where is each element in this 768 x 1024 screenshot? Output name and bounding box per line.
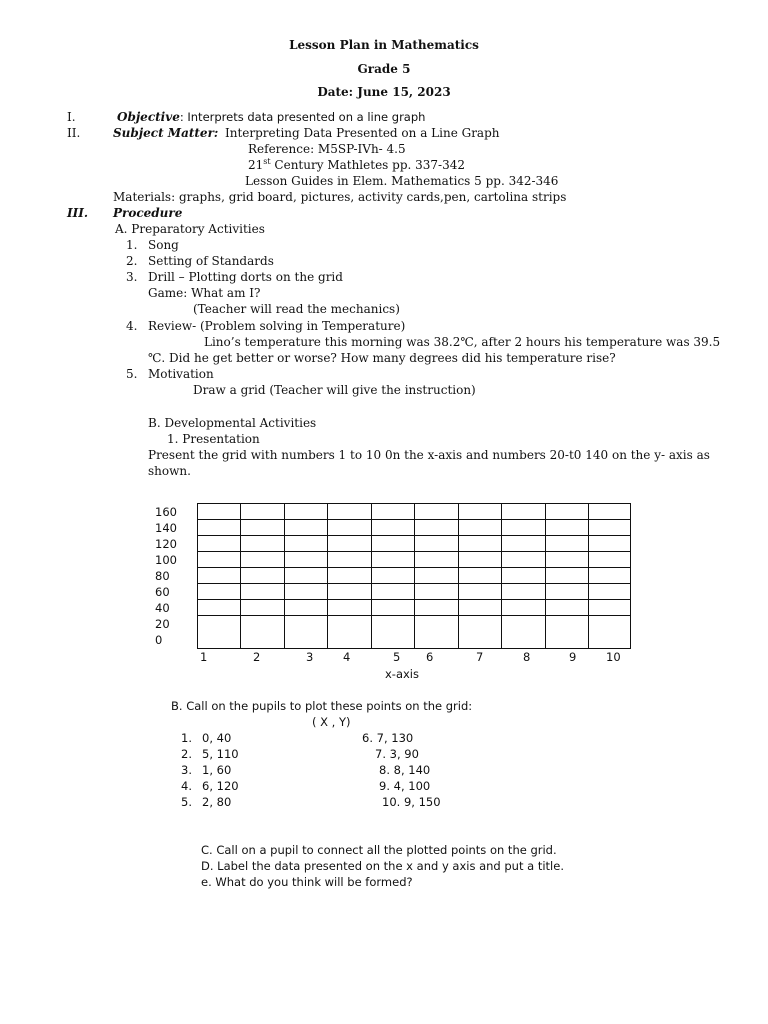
point-num: 1. [181, 731, 192, 745]
y-label: 120 [155, 537, 177, 551]
review-line-2: ℃. Did he get better or worse? How many degrees did his temperature rise? [148, 351, 616, 365]
objective-label: Objective [117, 110, 180, 124]
presentation-heading: 1. Presentation [167, 432, 260, 446]
objective-numeral: I. [67, 110, 76, 124]
x-label: 1 [200, 650, 208, 664]
present-line-1: Present the grid with numbers 1 to 10 0n the x-axis and numbers 20-t0 140 on the y- axis as [148, 448, 710, 462]
materials-line: Materials: graphs, grid board, pictures, activity cards,pen, cartolina strips [113, 190, 567, 204]
x-label: 8 [523, 650, 531, 664]
grid-line [240, 504, 241, 648]
procedure-label: Procedure [113, 206, 183, 220]
y-label: 20 [155, 617, 170, 631]
present-line-2: shown. [148, 464, 191, 478]
x-label: 6 [426, 650, 434, 664]
objective-text: : Interprets data presented on a line graph [179, 110, 426, 124]
item-1-text: Song [148, 238, 179, 252]
item-5-num: 5. [126, 367, 138, 381]
doc-title: Lesson Plan in Mathematics [289, 38, 479, 52]
point-value: 1, 60 [202, 763, 232, 777]
subject-text: Interpreting Data Presented on a Line Graph [225, 126, 500, 140]
closing-d: D. Label the data presented on the x and y axis and put a title. [201, 859, 564, 873]
point-value: 5, 110 [202, 747, 239, 761]
reference-line-3: Lesson Guides in Elem. Mathematics 5 pp. 342-346 [245, 174, 559, 188]
x-label: 3 [306, 650, 314, 664]
y-label: 80 [155, 569, 170, 583]
point-item: 9. 4, 100 [379, 779, 431, 793]
x-label: 2 [253, 650, 261, 664]
date-heading: Date: June 15, 2023 [317, 85, 451, 99]
motivation-text: Draw a grid (Teacher will give the instruction) [193, 383, 476, 397]
reference-rest: Century Mathletes pp. 337-342 [270, 158, 465, 172]
grid-line [284, 504, 285, 648]
prep-heading: A. Preparatory Activities [115, 222, 265, 236]
subject-label: Subject Matter: [113, 126, 219, 140]
point-value: 2, 80 [202, 795, 232, 809]
point-num: 4. [181, 779, 192, 793]
y-label: 0 [155, 633, 163, 647]
x-label: 7 [476, 650, 484, 664]
item-4-num: 4. [126, 319, 138, 333]
empty-grid [197, 503, 631, 649]
closing-c: C. Call on a pupil to connect all the plotted points on the grid. [201, 843, 557, 857]
plot-instruction: B. Call on the pupils to plot these points on the grid: [171, 699, 473, 713]
point-num: 3. [181, 763, 192, 777]
y-label: 160 [155, 505, 177, 519]
y-label: 60 [155, 585, 170, 599]
grid-line [327, 504, 328, 648]
reference-sup: st [263, 157, 271, 166]
x-label: 10 [606, 650, 621, 664]
game-line: Game: What am I? [148, 286, 261, 300]
grid-line [501, 504, 502, 648]
y-label: 140 [155, 521, 177, 535]
x-axis-title: x-axis [385, 667, 419, 681]
item-3-text: Drill – Plotting dorts on the grid [148, 270, 343, 284]
reference-line-2 [248, 158, 465, 172]
item-2-text: Setting of Standards [148, 254, 274, 268]
teacher-read-line: (Teacher will read the mechanics) [193, 302, 400, 316]
reference-line: Reference: M5SP-IVh- 4.5 [248, 142, 406, 156]
item-3-num: 3. [126, 270, 138, 284]
x-label: 4 [343, 650, 351, 664]
procedure-numeral: III. [67, 206, 89, 220]
item-1-num: 1. [126, 238, 138, 252]
x-label: 9 [569, 650, 577, 664]
closing-e: e. What do you think will be formed? [201, 875, 413, 889]
item-5-text: Motivation [148, 367, 214, 381]
grid-line [458, 504, 459, 648]
grid-line [588, 504, 589, 648]
grid-line [545, 504, 546, 648]
x-label: 5 [393, 650, 401, 664]
point-item: 7. 3, 90 [375, 747, 419, 761]
grid-line [371, 504, 372, 648]
reference-num: 21 [248, 158, 264, 172]
dev-heading: B. Developmental Activities [148, 416, 317, 430]
subject-numeral: II. [67, 126, 81, 140]
grid-line [414, 504, 415, 648]
point-value: 0, 40 [202, 731, 232, 745]
objective-line [117, 110, 425, 124]
item-2-num: 2. [126, 254, 138, 268]
point-num: 5. [181, 795, 192, 809]
point-item: 10. 9, 150 [382, 795, 441, 809]
review-line-1: Lino’s temperature this morning was 38.2℃, after 2 hours his temperature was 39.5 [204, 335, 721, 349]
point-num: 2. [181, 747, 192, 761]
y-label: 40 [155, 601, 170, 615]
point-value: 6, 120 [202, 779, 239, 793]
y-label: 100 [155, 553, 177, 567]
item-4-text: Review- (Problem solving in Temperature) [148, 319, 406, 333]
point-item: 6. 7, 130 [362, 731, 414, 745]
xy-header: ( X , Y) [312, 715, 351, 729]
grade-heading: Grade 5 [357, 62, 411, 76]
point-item: 8. 8, 140 [379, 763, 431, 777]
